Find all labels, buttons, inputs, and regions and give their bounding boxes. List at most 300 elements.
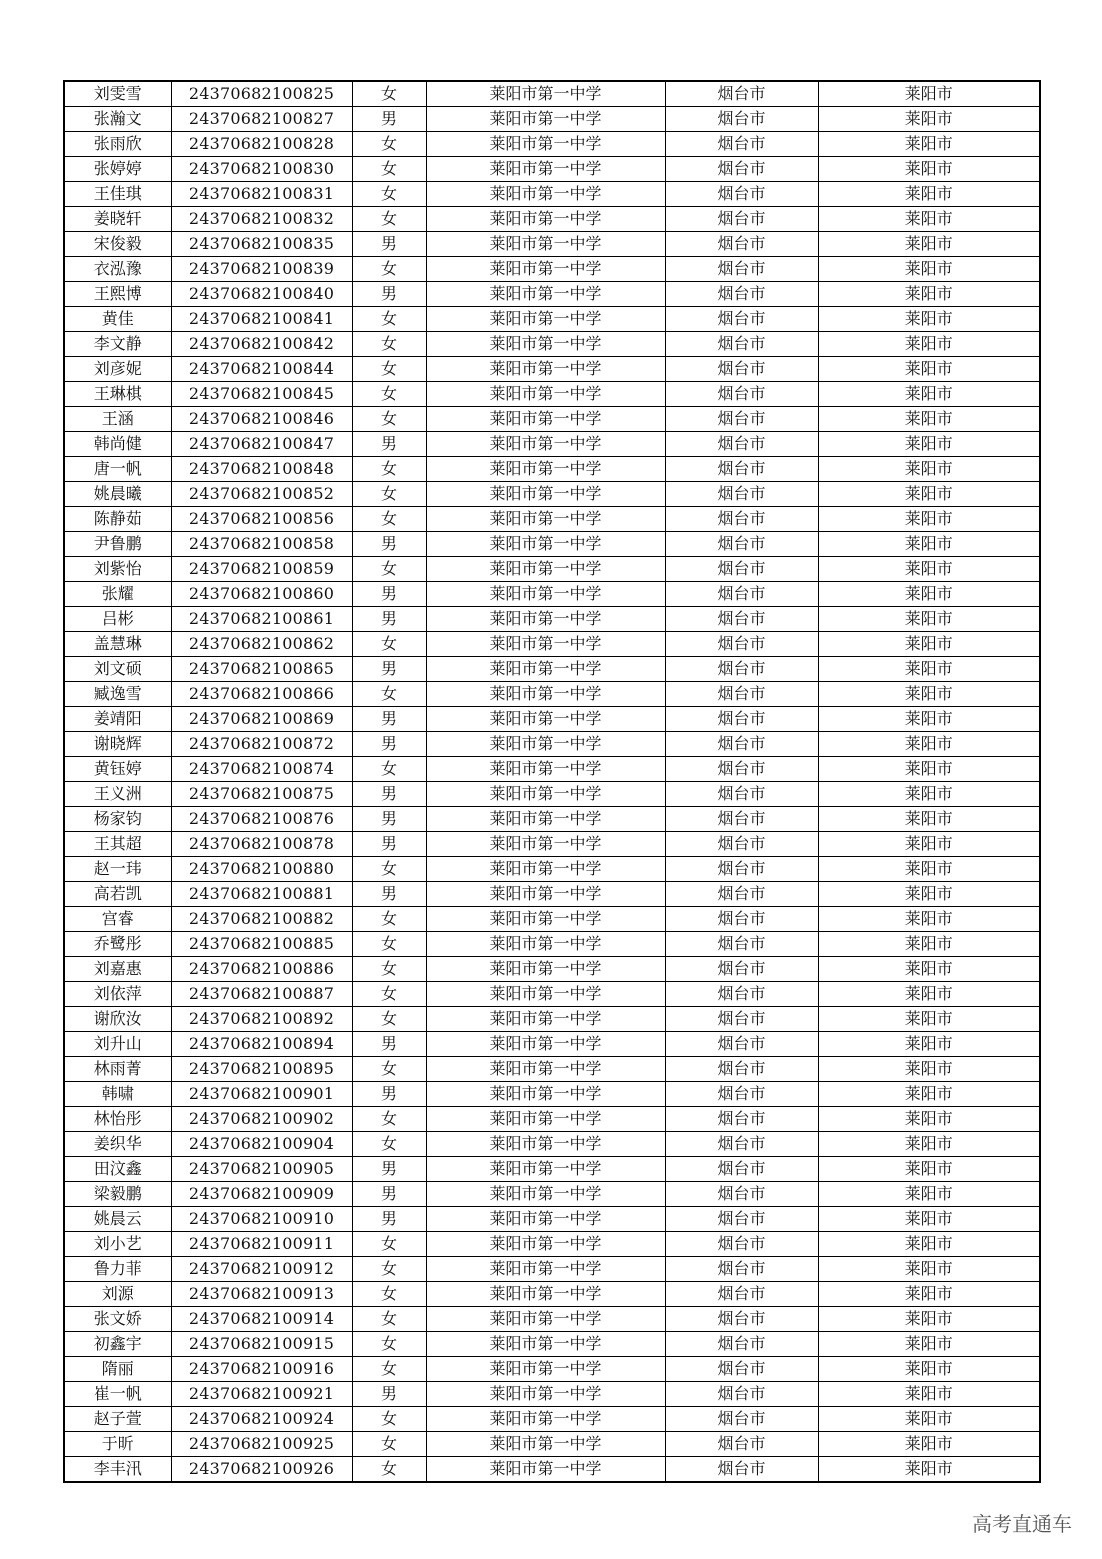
county-cell: 莱阳市 <box>818 432 1040 457</box>
gender-cell: 男 <box>352 807 426 832</box>
county-cell: 莱阳市 <box>818 1032 1040 1057</box>
table-row <box>64 857 1040 882</box>
school-cell: 莱阳市第一中学 <box>426 982 665 1007</box>
name-cell: 刘小艺 <box>64 1232 171 1257</box>
city-cell: 烟台市 <box>665 107 818 132</box>
table-row <box>64 1132 1040 1157</box>
school-cell: 莱阳市第一中学 <box>426 857 665 882</box>
name-cell: 王涵 <box>64 407 171 432</box>
gender-cell: 女 <box>352 1407 426 1432</box>
county-cell: 莱阳市 <box>818 957 1040 982</box>
county-cell: 莱阳市 <box>818 1307 1040 1332</box>
school-cell: 莱阳市第一中学 <box>426 1207 665 1232</box>
table-row <box>64 532 1040 557</box>
county-cell: 莱阳市 <box>818 1132 1040 1157</box>
table-row <box>64 632 1040 657</box>
name-cell: 张耀 <box>64 582 171 607</box>
table-row <box>64 982 1040 1007</box>
school-cell: 莱阳市第一中学 <box>426 257 665 282</box>
gender-cell: 女 <box>352 1232 426 1257</box>
name-cell: 尹鲁鹏 <box>64 532 171 557</box>
gender-cell: 男 <box>352 607 426 632</box>
gender-cell: 女 <box>352 207 426 232</box>
name-cell: 刘彦妮 <box>64 357 171 382</box>
name-cell: 杨家钧 <box>64 807 171 832</box>
county-cell: 莱阳市 <box>818 982 1040 1007</box>
exam-number-cell: 24370682100860 <box>171 582 352 607</box>
name-cell: 盖慧琳 <box>64 632 171 657</box>
school-cell: 莱阳市第一中学 <box>426 1282 665 1307</box>
table-row <box>64 1082 1040 1107</box>
county-cell: 莱阳市 <box>818 807 1040 832</box>
exam-number-cell: 24370682100848 <box>171 457 352 482</box>
city-cell: 烟台市 <box>665 1057 818 1082</box>
table-row <box>64 1432 1040 1457</box>
gender-cell: 女 <box>352 457 426 482</box>
school-cell: 莱阳市第一中学 <box>426 807 665 832</box>
school-cell: 莱阳市第一中学 <box>426 932 665 957</box>
county-cell: 莱阳市 <box>818 332 1040 357</box>
name-cell: 姜晓轩 <box>64 207 171 232</box>
table-row <box>64 1332 1040 1357</box>
exam-number-cell: 24370682100861 <box>171 607 352 632</box>
city-cell: 烟台市 <box>665 1382 818 1407</box>
table-row <box>64 482 1040 507</box>
school-cell: 莱阳市第一中学 <box>426 432 665 457</box>
table-row <box>64 132 1040 157</box>
name-cell: 刘雯雪 <box>64 81 171 107</box>
city-cell: 烟台市 <box>665 257 818 282</box>
table-row <box>64 207 1040 232</box>
county-cell: 莱阳市 <box>818 132 1040 157</box>
exam-number-cell: 24370682100880 <box>171 857 352 882</box>
county-cell: 莱阳市 <box>818 757 1040 782</box>
county-cell: 莱阳市 <box>818 81 1040 107</box>
name-cell: 韩啸 <box>64 1082 171 1107</box>
county-cell: 莱阳市 <box>818 1057 1040 1082</box>
name-cell: 宫睿 <box>64 907 171 932</box>
county-cell: 莱阳市 <box>818 457 1040 482</box>
city-cell: 烟台市 <box>665 1157 818 1182</box>
table-row <box>64 1232 1040 1257</box>
school-cell: 莱阳市第一中学 <box>426 1057 665 1082</box>
city-cell: 烟台市 <box>665 782 818 807</box>
gender-cell: 女 <box>352 1307 426 1332</box>
exam-number-cell: 24370682100869 <box>171 707 352 732</box>
student-list-table <box>63 80 1041 1483</box>
city-cell: 烟台市 <box>665 882 818 907</box>
watermark-text: 高考直通车 <box>972 1512 1072 1536</box>
table-row <box>64 1382 1040 1407</box>
city-cell: 烟台市 <box>665 332 818 357</box>
school-cell: 莱阳市第一中学 <box>426 607 665 632</box>
gender-cell: 男 <box>352 1207 426 1232</box>
table-row <box>64 332 1040 357</box>
exam-number-cell: 24370682100915 <box>171 1332 352 1357</box>
city-cell: 烟台市 <box>665 932 818 957</box>
name-cell: 梁毅鹏 <box>64 1182 171 1207</box>
gender-cell: 女 <box>352 1457 426 1483</box>
city-cell: 烟台市 <box>665 1007 818 1032</box>
school-cell: 莱阳市第一中学 <box>426 232 665 257</box>
school-cell: 莱阳市第一中学 <box>426 557 665 582</box>
gender-cell: 女 <box>352 257 426 282</box>
table-row <box>64 932 1040 957</box>
county-cell: 莱阳市 <box>818 707 1040 732</box>
city-cell: 烟台市 <box>665 682 818 707</box>
city-cell: 烟台市 <box>665 232 818 257</box>
exam-number-cell: 24370682100852 <box>171 482 352 507</box>
county-cell: 莱阳市 <box>818 482 1040 507</box>
school-cell: 莱阳市第一中学 <box>426 1232 665 1257</box>
name-cell: 吕彬 <box>64 607 171 632</box>
name-cell: 王琳棋 <box>64 382 171 407</box>
exam-number-cell: 24370682100902 <box>171 1107 352 1132</box>
school-cell: 莱阳市第一中学 <box>426 532 665 557</box>
name-cell: 于昕 <box>64 1432 171 1457</box>
exam-number-cell: 24370682100858 <box>171 532 352 557</box>
table-row <box>64 357 1040 382</box>
gender-cell: 女 <box>352 1432 426 1457</box>
table-row <box>64 1107 1040 1132</box>
gender-cell: 女 <box>352 81 426 107</box>
exam-number-cell: 24370682100895 <box>171 1057 352 1082</box>
gender-cell: 女 <box>352 357 426 382</box>
exam-number-cell: 24370682100865 <box>171 657 352 682</box>
name-cell: 姚晨曦 <box>64 482 171 507</box>
name-cell: 李丰汛 <box>64 1457 171 1483</box>
city-cell: 烟台市 <box>665 432 818 457</box>
table-row <box>64 1407 1040 1432</box>
gender-cell: 女 <box>352 982 426 1007</box>
table-row <box>64 682 1040 707</box>
city-cell: 烟台市 <box>665 81 818 107</box>
county-cell: 莱阳市 <box>818 507 1040 532</box>
city-cell: 烟台市 <box>665 1407 818 1432</box>
table-body <box>64 81 1040 1482</box>
city-cell: 烟台市 <box>665 732 818 757</box>
school-cell: 莱阳市第一中学 <box>426 1307 665 1332</box>
name-cell: 林怡彤 <box>64 1107 171 1132</box>
gender-cell: 女 <box>352 182 426 207</box>
school-cell: 莱阳市第一中学 <box>426 207 665 232</box>
name-cell: 赵一玮 <box>64 857 171 882</box>
school-cell: 莱阳市第一中学 <box>426 732 665 757</box>
table-row <box>64 1357 1040 1382</box>
table-row <box>64 282 1040 307</box>
name-cell: 王熙博 <box>64 282 171 307</box>
gender-cell: 男 <box>352 532 426 557</box>
county-cell: 莱阳市 <box>818 282 1040 307</box>
exam-number-cell: 24370682100828 <box>171 132 352 157</box>
city-cell: 烟台市 <box>665 1232 818 1257</box>
county-cell: 莱阳市 <box>818 1357 1040 1382</box>
gender-cell: 女 <box>352 1257 426 1282</box>
city-cell: 烟台市 <box>665 357 818 382</box>
table-row <box>64 782 1040 807</box>
county-cell: 莱阳市 <box>818 632 1040 657</box>
table-row <box>64 1307 1040 1332</box>
table-row <box>64 1257 1040 1282</box>
county-cell: 莱阳市 <box>818 1182 1040 1207</box>
exam-number-cell: 24370682100856 <box>171 507 352 532</box>
school-cell: 莱阳市第一中学 <box>426 1457 665 1483</box>
city-cell: 烟台市 <box>665 1332 818 1357</box>
county-cell: 莱阳市 <box>818 1282 1040 1307</box>
name-cell: 宋俊毅 <box>64 232 171 257</box>
name-cell: 衣泓豫 <box>64 257 171 282</box>
gender-cell: 女 <box>352 332 426 357</box>
table-row <box>64 307 1040 332</box>
exam-number-cell: 24370682100866 <box>171 682 352 707</box>
exam-number-cell: 24370682100874 <box>171 757 352 782</box>
exam-number-cell: 24370682100921 <box>171 1382 352 1407</box>
name-cell: 刘文硕 <box>64 657 171 682</box>
exam-number-cell: 24370682100925 <box>171 1432 352 1457</box>
exam-number-cell: 24370682100916 <box>171 1357 352 1382</box>
name-cell: 陈静茹 <box>64 507 171 532</box>
city-cell: 烟台市 <box>665 557 818 582</box>
school-cell: 莱阳市第一中学 <box>426 632 665 657</box>
gender-cell: 男 <box>352 732 426 757</box>
table-row <box>64 1057 1040 1082</box>
table-row <box>64 657 1040 682</box>
county-cell: 莱阳市 <box>818 607 1040 632</box>
county-cell: 莱阳市 <box>818 182 1040 207</box>
table-row <box>64 832 1040 857</box>
gender-cell: 男 <box>352 582 426 607</box>
gender-cell: 女 <box>352 757 426 782</box>
table-row <box>64 582 1040 607</box>
school-cell: 莱阳市第一中学 <box>426 882 665 907</box>
exam-number-cell: 24370682100914 <box>171 1307 352 1332</box>
name-cell: 刘升山 <box>64 1032 171 1057</box>
school-cell: 莱阳市第一中学 <box>426 1007 665 1032</box>
exam-number-cell: 24370682100832 <box>171 207 352 232</box>
city-cell: 烟台市 <box>665 632 818 657</box>
table-row <box>64 757 1040 782</box>
gender-cell: 女 <box>352 682 426 707</box>
name-cell: 初鑫宇 <box>64 1332 171 1357</box>
exam-number-cell: 24370682100901 <box>171 1082 352 1107</box>
county-cell: 莱阳市 <box>818 1107 1040 1132</box>
county-cell: 莱阳市 <box>818 407 1040 432</box>
gender-cell: 女 <box>352 632 426 657</box>
city-cell: 烟台市 <box>665 482 818 507</box>
gender-cell: 女 <box>352 907 426 932</box>
gender-cell: 女 <box>352 382 426 407</box>
city-cell: 烟台市 <box>665 982 818 1007</box>
city-cell: 烟台市 <box>665 1132 818 1157</box>
city-cell: 烟台市 <box>665 1182 818 1207</box>
school-cell: 莱阳市第一中学 <box>426 1107 665 1132</box>
county-cell: 莱阳市 <box>818 907 1040 932</box>
table-row <box>64 1182 1040 1207</box>
school-cell: 莱阳市第一中学 <box>426 1382 665 1407</box>
city-cell: 烟台市 <box>665 1307 818 1332</box>
gender-cell: 女 <box>352 407 426 432</box>
county-cell: 莱阳市 <box>818 1332 1040 1357</box>
exam-number-cell: 24370682100844 <box>171 357 352 382</box>
county-cell: 莱阳市 <box>818 932 1040 957</box>
county-cell: 莱阳市 <box>818 357 1040 382</box>
gender-cell: 男 <box>352 782 426 807</box>
exam-number-cell: 24370682100878 <box>171 832 352 857</box>
school-cell: 莱阳市第一中学 <box>426 332 665 357</box>
exam-number-cell: 24370682100859 <box>171 557 352 582</box>
exam-number-cell: 24370682100892 <box>171 1007 352 1032</box>
table-row <box>64 907 1040 932</box>
exam-number-cell: 24370682100862 <box>171 632 352 657</box>
table-row <box>64 81 1040 107</box>
exam-number-cell: 24370682100881 <box>171 882 352 907</box>
school-cell: 莱阳市第一中学 <box>426 1357 665 1382</box>
county-cell: 莱阳市 <box>818 1007 1040 1032</box>
name-cell: 姚晨云 <box>64 1207 171 1232</box>
exam-number-cell: 24370682100839 <box>171 257 352 282</box>
exam-number-cell: 24370682100913 <box>171 1282 352 1307</box>
city-cell: 烟台市 <box>665 182 818 207</box>
name-cell: 谢晓辉 <box>64 732 171 757</box>
city-cell: 烟台市 <box>665 307 818 332</box>
county-cell: 莱阳市 <box>818 1157 1040 1182</box>
school-cell: 莱阳市第一中学 <box>426 157 665 182</box>
table-row <box>64 1282 1040 1307</box>
city-cell: 烟台市 <box>665 807 818 832</box>
name-cell: 臧逸雪 <box>64 682 171 707</box>
gender-cell: 男 <box>352 1182 426 1207</box>
school-cell: 莱阳市第一中学 <box>426 457 665 482</box>
name-cell: 高若凯 <box>64 882 171 907</box>
school-cell: 莱阳市第一中学 <box>426 682 665 707</box>
school-cell: 莱阳市第一中学 <box>426 707 665 732</box>
county-cell: 莱阳市 <box>818 1407 1040 1432</box>
school-cell: 莱阳市第一中学 <box>426 957 665 982</box>
table-row <box>64 257 1040 282</box>
gender-cell: 女 <box>352 307 426 332</box>
school-cell: 莱阳市第一中学 <box>426 1157 665 1182</box>
school-cell: 莱阳市第一中学 <box>426 1332 665 1357</box>
table-row <box>64 232 1040 257</box>
school-cell: 莱阳市第一中学 <box>426 407 665 432</box>
table-row <box>64 457 1040 482</box>
gender-cell: 女 <box>352 1282 426 1307</box>
county-cell: 莱阳市 <box>818 1207 1040 1232</box>
name-cell: 刘嘉惠 <box>64 957 171 982</box>
county-cell: 莱阳市 <box>818 857 1040 882</box>
gender-cell: 女 <box>352 507 426 532</box>
gender-cell: 男 <box>352 882 426 907</box>
county-cell: 莱阳市 <box>818 207 1040 232</box>
gender-cell: 女 <box>352 1357 426 1382</box>
gender-cell: 女 <box>352 157 426 182</box>
city-cell: 烟台市 <box>665 857 818 882</box>
table-row <box>64 107 1040 132</box>
school-cell: 莱阳市第一中学 <box>426 182 665 207</box>
gender-cell: 女 <box>352 132 426 157</box>
name-cell: 崔一帆 <box>64 1382 171 1407</box>
county-cell: 莱阳市 <box>818 382 1040 407</box>
city-cell: 烟台市 <box>665 1032 818 1057</box>
county-cell: 莱阳市 <box>818 1432 1040 1457</box>
gender-cell: 男 <box>352 232 426 257</box>
table-row <box>64 557 1040 582</box>
table-row <box>64 882 1040 907</box>
exam-number-cell: 24370682100835 <box>171 232 352 257</box>
county-cell: 莱阳市 <box>818 582 1040 607</box>
school-cell: 莱阳市第一中学 <box>426 482 665 507</box>
gender-cell: 男 <box>352 1032 426 1057</box>
gender-cell: 女 <box>352 1057 426 1082</box>
table-row <box>64 732 1040 757</box>
school-cell: 莱阳市第一中学 <box>426 1432 665 1457</box>
table-row <box>64 957 1040 982</box>
city-cell: 烟台市 <box>665 507 818 532</box>
city-cell: 烟台市 <box>665 407 818 432</box>
city-cell: 烟台市 <box>665 1082 818 1107</box>
school-cell: 莱阳市第一中学 <box>426 282 665 307</box>
school-cell: 莱阳市第一中学 <box>426 357 665 382</box>
city-cell: 烟台市 <box>665 157 818 182</box>
exam-number-cell: 24370682100875 <box>171 782 352 807</box>
exam-number-cell: 24370682100910 <box>171 1207 352 1232</box>
name-cell: 乔鹭彤 <box>64 932 171 957</box>
city-cell: 烟台市 <box>665 832 818 857</box>
name-cell: 赵子萱 <box>64 1407 171 1432</box>
county-cell: 莱阳市 <box>818 307 1040 332</box>
city-cell: 烟台市 <box>665 207 818 232</box>
school-cell: 莱阳市第一中学 <box>426 832 665 857</box>
exam-number-cell: 24370682100887 <box>171 982 352 1007</box>
exam-number-cell: 24370682100912 <box>171 1257 352 1282</box>
exam-number-cell: 24370682100842 <box>171 332 352 357</box>
gender-cell: 女 <box>352 557 426 582</box>
school-cell: 莱阳市第一中学 <box>426 307 665 332</box>
exam-number-cell: 24370682100904 <box>171 1132 352 1157</box>
table-row <box>64 407 1040 432</box>
name-cell: 张雨欣 <box>64 132 171 157</box>
gender-cell: 男 <box>352 1382 426 1407</box>
gender-cell: 女 <box>352 1332 426 1357</box>
name-cell: 张婷婷 <box>64 157 171 182</box>
exam-number-cell: 24370682100876 <box>171 807 352 832</box>
city-cell: 烟台市 <box>665 957 818 982</box>
name-cell: 王佳琪 <box>64 182 171 207</box>
school-cell: 莱阳市第一中学 <box>426 1182 665 1207</box>
name-cell: 田汶鑫 <box>64 1157 171 1182</box>
table-row <box>64 1457 1040 1483</box>
school-cell: 莱阳市第一中学 <box>426 1407 665 1432</box>
name-cell: 唐一帆 <box>64 457 171 482</box>
school-cell: 莱阳市第一中学 <box>426 81 665 107</box>
exam-number-cell: 24370682100825 <box>171 81 352 107</box>
table-row <box>64 507 1040 532</box>
gender-cell: 男 <box>352 1157 426 1182</box>
county-cell: 莱阳市 <box>818 832 1040 857</box>
county-cell: 莱阳市 <box>818 232 1040 257</box>
county-cell: 莱阳市 <box>818 882 1040 907</box>
table-row <box>64 1207 1040 1232</box>
city-cell: 烟台市 <box>665 1107 818 1132</box>
exam-number-cell: 24370682100846 <box>171 407 352 432</box>
gender-cell: 女 <box>352 1107 426 1132</box>
city-cell: 烟台市 <box>665 907 818 932</box>
name-cell: 刘依萍 <box>64 982 171 1007</box>
gender-cell: 女 <box>352 482 426 507</box>
table-row <box>64 807 1040 832</box>
name-cell: 林雨菁 <box>64 1057 171 1082</box>
city-cell: 烟台市 <box>665 1282 818 1307</box>
